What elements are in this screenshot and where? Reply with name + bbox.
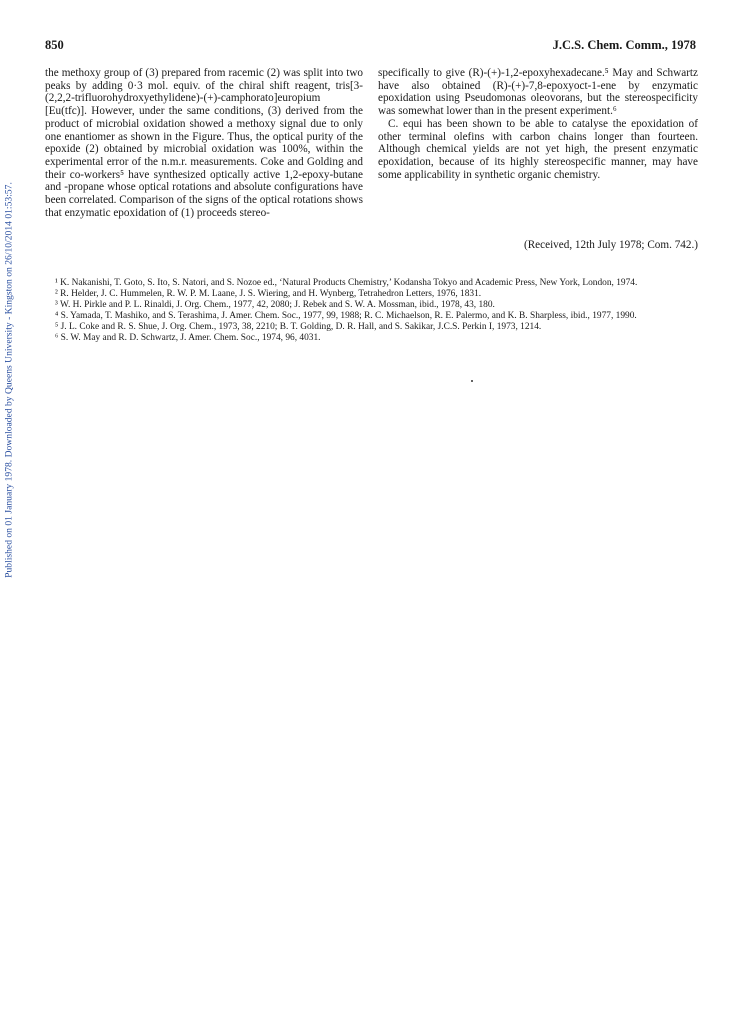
reference-item: ² R. Helder, J. C. Hummelen, R. W. P. M. Laane, J. S. Wiering, and H. Wynberg, Tetrahedron Letters, 1976, 1831.: [55, 289, 482, 299]
journal-header: J.C.S. Chem. Comm., 1978: [552, 38, 696, 52]
body-paragraph: the methoxy group of (3) prepared from racemic (2) was split into two peaks by adding 0·3 mol. equiv. of the chiral shift reagent, tris[3-(2,2,2-trifluorohydroxyethylidene)-(+)-camphorato]europium [Eu(tfc)]. However, under the same conditions, (3) derived from the product of microbial oxidation showed a methoxy signal due to only one enantiomer as shown in the Figure. Thus, the optical purity of the epoxide (2) obtained by microbial oxidation was 100%, within the experimental error of the n.m.r. measurements. Coke and Golding and their co-workers⁵ have synthesized optically active 1,2-epoxy-butane and -propane whose optical rotations and absolute configurations have been correlated. Comparison of the signs of the optical rotations shows that enzymatic epoxidation of (1) proceeds stereo-: [45, 67, 363, 219]
reference-item: ³ W. H. Pirkle and P. L. Rinaldi, J. Org. Chem., 1977, 42, 2080; J. Rebek and S. W. A. Mossman, ibid., 1978, 43, 180.: [55, 300, 495, 310]
reference-item: ⁴ S. Yamada, T. Mashiko, and S. Terashima, J. Amer. Chem. Soc., 1977, 99, 1988; R. C. Michaelson, R. E. Palermo, and K. B. Sharpless, ibid., 1977, 1990.: [55, 311, 637, 321]
reference-item: ⁶ S. W. May and R. D. Schwartz, J. Amer. Chem. Soc., 1974, 96, 4031.: [55, 333, 321, 343]
reference-item: ¹ K. Nakanishi, T. Goto, S. Ito, S. Natori, and S. Nozoe ed., ‘Natural Products Chemistry,’ Kodansha Tokyo and Academic Press, New York, London, 1974.: [55, 278, 638, 288]
body-paragraph: specifically to give (R)-(+)-1,2-epoxyhexadecane.⁵ May and Schwartz have also obtained (R)-(+)-7,8-epoxyoct-1-ene by enzymatic epoxidation using Pseudomonas oleovorans, but the stereospecificity was somewhat lower than in the present experiment.⁶: [378, 67, 698, 118]
references-list: [45, 278, 698, 344]
download-notice: Published on 01 January 1978. Downloaded by Queens University - Kingston on 26/10/2014 01:53:57.: [3, 182, 15, 578]
stray-mark: [471, 380, 473, 382]
left-column: [45, 67, 363, 219]
download-watermark: [2, 110, 16, 650]
page-number: 850: [45, 38, 64, 52]
reference-item: ⁵ J. L. Coke and R. S. Shue, J. Org. Chem., 1973, 38, 2210; B. T. Golding, D. R. Hall, and S. Sakikar, J.C.S. Perkin I, 1973, 1214.: [55, 322, 542, 332]
body-paragraph: C. equi has been shown to be able to catalyse the epoxidation of other terminal olefins with carbon chains longer than fourteen. Although chemical yields are not yet high, the present enzymatic epoxidation, because of its highly stereospecific manner, may have some applicability in synthetic organic chemistry.: [378, 117, 698, 181]
received-date: (Received, 12th July 1978; Com. 742.): [523, 239, 698, 251]
right-column: [378, 67, 698, 181]
